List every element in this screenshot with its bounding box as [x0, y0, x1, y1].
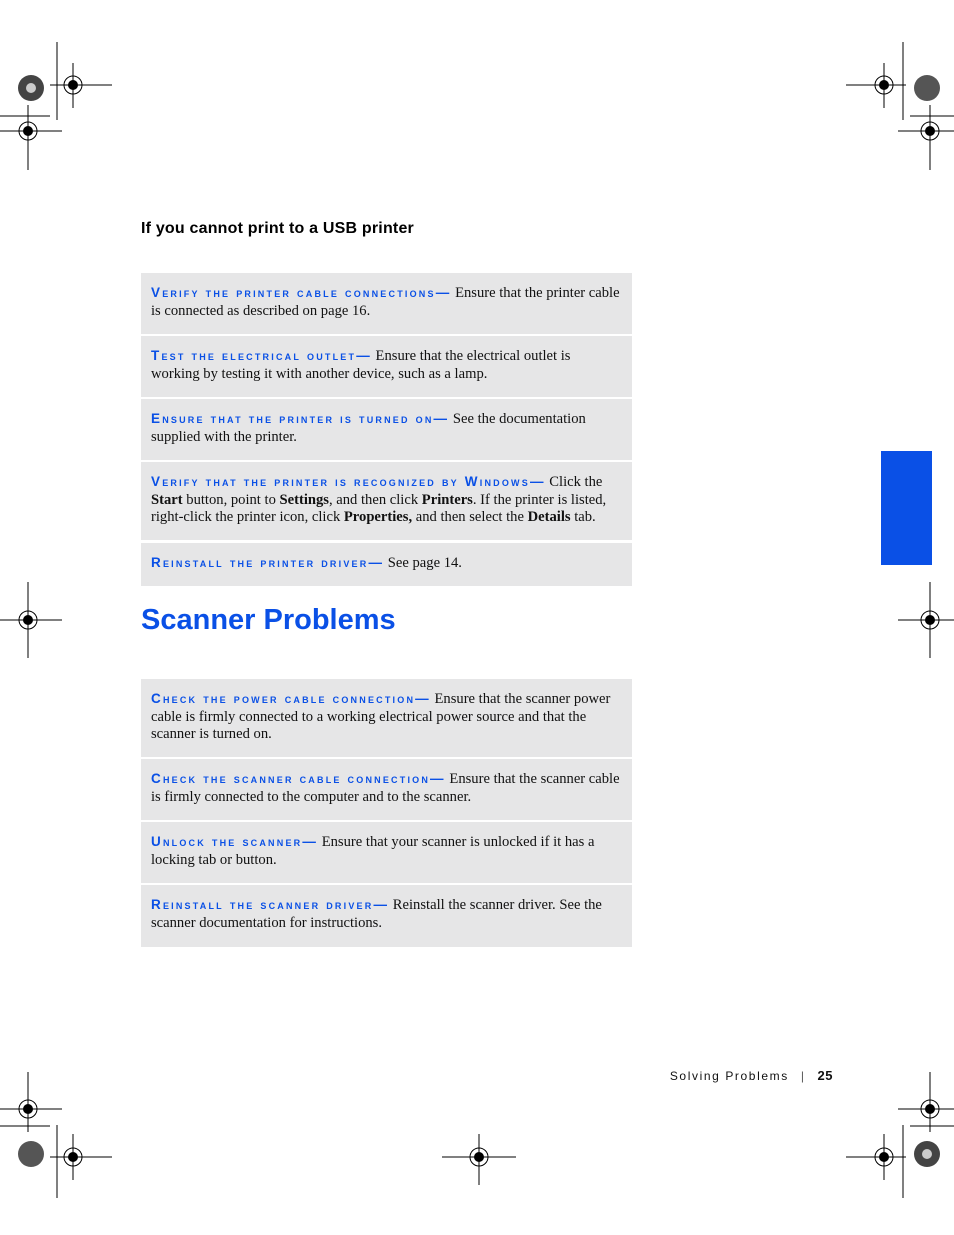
chapter-thumb-tab	[881, 451, 932, 565]
tip-text: Ensure that the electrical outlet is working by testing it with another device, such as a lamp.	[151, 348, 571, 382]
settings-ref: Settings	[279, 491, 329, 508]
tip-lead: Check the power cable connection—	[151, 691, 431, 706]
tip-text: Ensure that the printer cable is connected as described on page 16.	[151, 285, 620, 319]
printers-ref: Printers	[421, 491, 473, 508]
tip-text: Ensure that the scanner power cable is firmly connected to a working electrical power source and that the scanner is turned on.	[151, 691, 611, 742]
usb-printer-heading: If you cannot print to a USB printer	[141, 220, 414, 237]
properties-ref: Properties,	[343, 509, 413, 525]
page-footer	[670, 1068, 833, 1083]
tip-box	[141, 462, 632, 540]
tip-lead: Reinstall the printer driver—	[151, 555, 385, 570]
details-ref: Details	[527, 509, 571, 525]
tip-box	[141, 679, 632, 757]
tip-text: . If the printer is listed, right-click the printer icon, click	[151, 491, 607, 525]
tip-text: See the documentation supplied with the printer.	[151, 411, 586, 445]
tip-text: , and then click	[328, 491, 422, 508]
scanner-problems-heading: Scanner Problems	[141, 604, 396, 636]
tip-lead: Reinstall the scanner driver—	[151, 897, 390, 912]
tip-box	[141, 822, 632, 883]
tip-lead: Unlock the scanner—	[151, 834, 319, 849]
tip-lead: Test the electrical outlet—	[151, 348, 372, 363]
tip-box	[141, 399, 632, 460]
tip-text: Ensure that your scanner is unlocked if it has a locking tab or button.	[151, 834, 595, 868]
tip-text: button, point to	[182, 491, 280, 508]
tip-lead: Check the scanner cable connection—	[151, 771, 446, 786]
tip-text: Click the	[545, 474, 603, 490]
tip-text: See page 14.	[384, 555, 462, 571]
footer-separator: |	[800, 1069, 806, 1083]
footer-section-title: Solving Problems	[669, 1069, 789, 1083]
tip-box	[141, 885, 632, 947]
tip-text: Ensure that the scanner cable is firmly connected to the computer and to the scanner.	[151, 771, 620, 805]
tip-box	[141, 543, 632, 586]
tip-text: and then select the	[412, 509, 528, 525]
tip-text: tab.	[570, 509, 596, 525]
tip-box	[141, 336, 632, 397]
tip-box	[141, 759, 632, 820]
tip-lead: Verify the printer cable connections—	[151, 285, 452, 300]
tip-lead: Ensure that the printer is turned on—	[151, 411, 450, 426]
page-number: 25	[817, 1068, 833, 1083]
start-ref: Start	[151, 491, 183, 508]
tip-lead: Verify that the printer is recognized by Windows—	[151, 474, 546, 489]
tip-text: Reinstall the scanner driver. See the scanner documentation for instructions.	[151, 897, 602, 931]
tip-box	[141, 273, 632, 334]
